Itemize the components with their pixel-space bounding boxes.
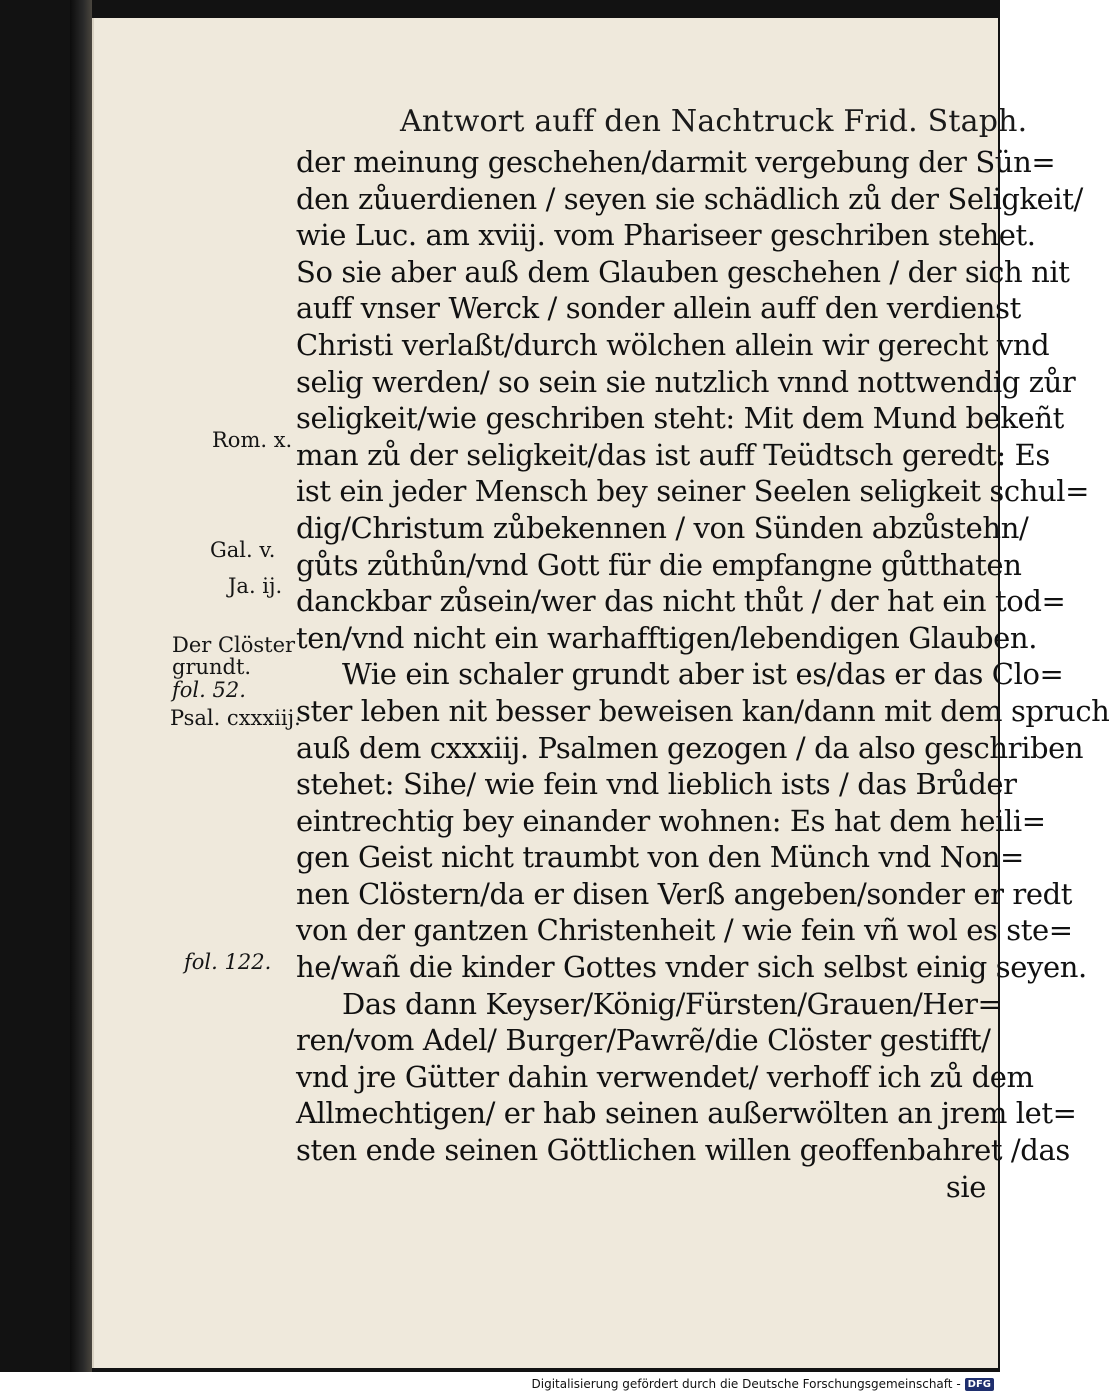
text-line: ist ein jeder Mensch bey seiner Seelen seligkeit schul= — [296, 474, 1090, 509]
text-line: he/wañ die kinder Gottes vnder sich selbst einig seyen. — [296, 950, 1087, 985]
text-line: nen Clöstern/da er disen Verß angeben/sonder er redt — [296, 876, 1073, 911]
text-line: ster leben nit besser beweisen kan/dann mit dem spruch — [296, 693, 1109, 728]
text-line: vnd jre Gütter dahin verwendet/ verhoff ich zů dem — [296, 1059, 1034, 1094]
text-line: stehet: Sihe/ wie fein vnd lieblich ists / das Brůder — [296, 767, 1017, 802]
text-line: ten/vnd nicht ein warhafftigen/lebendigen Glauben. — [296, 620, 1038, 655]
text-line: So sie aber auß dem Glauben geschehen / der sich nit — [296, 254, 1070, 289]
text-line: gen Geist nicht traumbt von den Münch vnd Non= — [296, 840, 1024, 875]
text-line: Allmechtigen/ er hab seinen außerwölten an jrem let= — [296, 1096, 1077, 1131]
body-text — [296, 144, 1109, 1205]
margin-note-grundt: grundt. — [172, 655, 252, 679]
text-line: gůts zůthůn/vnd Gott für die empfangne gůtthaten — [296, 547, 1022, 582]
text-line: wie Luc. am xviij. vom Phariseer geschriben stehet. — [296, 218, 1036, 253]
book-spine-shadow — [70, 0, 92, 1372]
text-line: der meinung geschehen/darmit vergebung der Sün= — [296, 145, 1056, 179]
running-head: Antwort auff den Nachtruck Frid. Staph. — [400, 104, 1028, 139]
text-line: danckbar zůsein/wer das nicht thůt / der hat ein tod= — [296, 584, 1066, 619]
text-line: ren/vom Adel/ Burger/Pawrẽ/die Clöster gestifft/ — [296, 1023, 991, 1058]
margin-note-fol-122: fol. 122. — [184, 950, 272, 974]
margin-note-gal: Gal. v. — [210, 538, 276, 562]
margin-note-fol-52: fol. 52. — [172, 678, 246, 702]
paragraph-start-line: Wie ein schaler grundt aber ist es/das er das Clo= — [342, 657, 1064, 692]
text-line: eintrechtig bey einander wohnen: Es hat dem heili= — [296, 803, 1046, 838]
text-line: auff vnser Werck / sonder allein auff den verdienst — [296, 291, 1021, 326]
margin-note-psal: Psal. cxxxiij. — [170, 706, 301, 730]
text-line: man zů der seligkeit/das ist auff Teüdtsch geredt: Es — [296, 437, 1050, 472]
text-line: auß dem cxxxiij. Psalmen gezogen / da also geschriben — [296, 730, 1084, 765]
text-line: seligkeit/wie geschriben steht: Mit dem Mund bekeñt — [296, 401, 1064, 436]
text-line: selig werden/ so sein sie nutzlich vnnd nottwendig zůr — [296, 364, 1076, 399]
footer-credit — [532, 1377, 995, 1391]
text-line: sten ende seinen Göttlichen willen geoffenbahret /das — [296, 1133, 1070, 1168]
catchword: sie — [945, 1169, 986, 1204]
text-line: den zůuerdienen / seyen sie schädlich zů der Seligkeit/ — [296, 181, 1083, 216]
margin-note-closter: Der Clöster — [172, 633, 296, 657]
dfg-logo: DFG — [965, 1378, 994, 1391]
margin-note-rom: Rom. x. — [212, 428, 293, 452]
text-line: dig/Christum zůbekennen / von Sünden abzůstehn/ — [296, 510, 1029, 545]
margin-note-ja: Ja. ij. — [228, 574, 283, 598]
paragraph-start-line: Das dann Keyser/König/Fürsten/Grauen/Her= — [342, 986, 1002, 1021]
text-line: von der gantzen Christenheit / wie fein vñ wol es ste= — [296, 913, 1073, 948]
text-line: Christi verlaßt/durch wölchen allein wir gerecht vnd — [296, 327, 1050, 362]
footer-text: Digitalisierung gefördert durch die Deutsche Forschungsgemeinschaft - — [531, 1377, 961, 1391]
